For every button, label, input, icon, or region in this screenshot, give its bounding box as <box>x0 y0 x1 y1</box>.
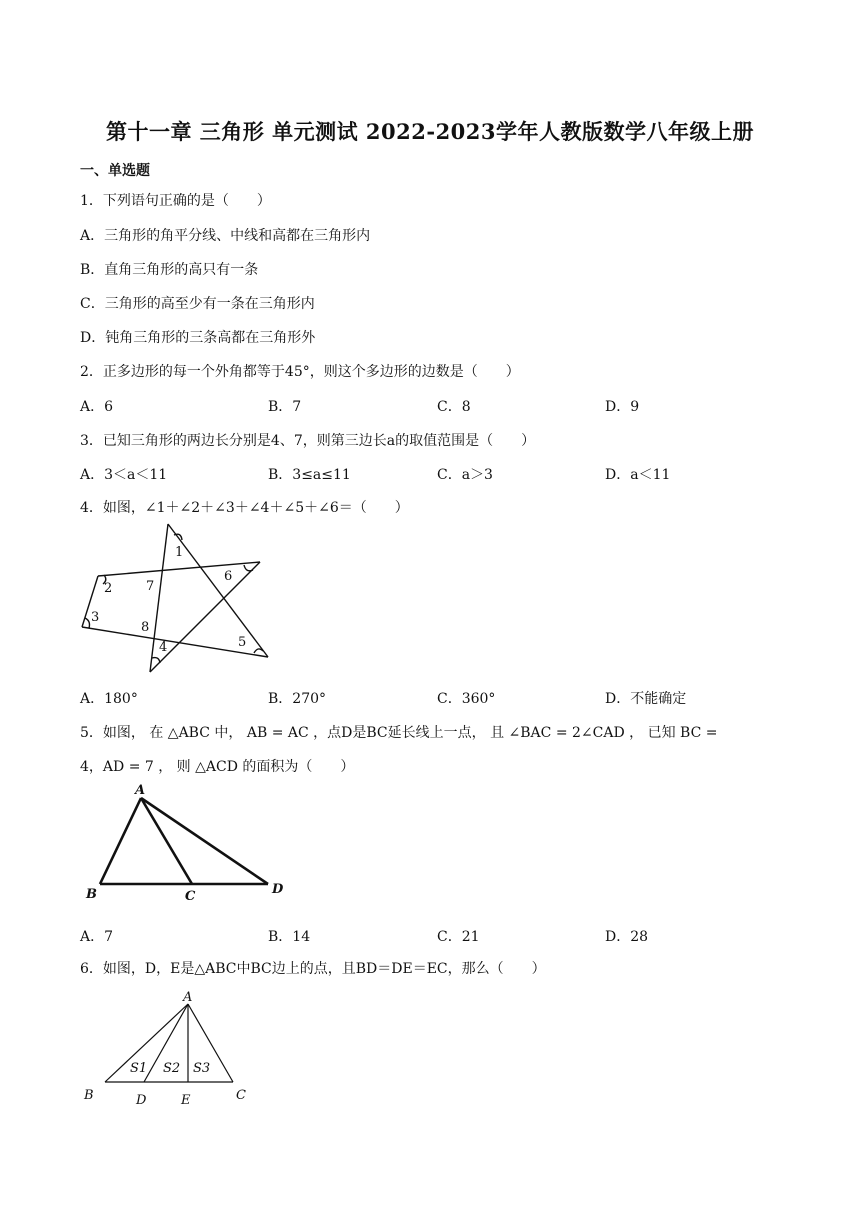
q5-side-ab <box>100 798 141 884</box>
q5-label-b: B <box>86 887 97 902</box>
q4-option-d: D．不能确定 <box>605 691 687 707</box>
q2-option-d: D．9 <box>605 399 640 415</box>
q4-label-1: 1 <box>175 545 184 560</box>
q5-stem-line1: 5．如图， 在 △ABC 中， AB = AC ，点D是BC延长线上一点， 且 ∠BAC = 2∠CAD ， 已知 BC = <box>80 725 718 741</box>
q2-option-a: A．6 <box>80 399 114 415</box>
q4-label-8: 8 <box>141 620 150 635</box>
q3-option-c: C．a＞3 <box>437 467 493 483</box>
q5-side-ad <box>141 798 268 884</box>
q6-stem: 6．如图，D，E是△ABC中BC边上的点，且BD＝DE＝EC，那么（ ） <box>80 961 546 977</box>
q4-label-5: 5 <box>238 635 247 650</box>
q5-option-a: A．7 <box>80 929 114 945</box>
q3-option-a: A．3＜a＜11 <box>80 467 168 483</box>
q6-figure <box>80 988 270 1112</box>
q3-option-b: B．3≤a≤11 <box>268 467 351 483</box>
q4-arc-6 <box>244 565 253 571</box>
q4-arc-5 <box>254 649 263 653</box>
q3-stem: 3．已知三角形的两边长分别是4、7，则第三边长a的取值范围是（ ） <box>80 433 536 449</box>
q5-stem-line2: 4，AD = 7 ， 则 △ACD 的面积为（ ） <box>80 759 355 775</box>
q5-figure <box>80 780 290 908</box>
q1-option-d: D．钝角三角形的三条高都在三角形外 <box>80 330 316 346</box>
page-title: 第十一章 三角形 单元测试 2022-2023学年人教版数学八年级上册 <box>105 119 755 144</box>
q5-label-a: A <box>135 783 146 798</box>
q6-label-s3: S3 <box>193 1061 211 1076</box>
q5-side-ac <box>141 798 192 884</box>
q4-arc-3 <box>85 618 90 628</box>
q6-label-d: D <box>136 1093 147 1108</box>
q4-label-2: 2 <box>104 581 113 596</box>
q4-figure <box>78 520 278 682</box>
q5-label-c: C <box>185 889 196 904</box>
q4-line-top <box>98 562 260 576</box>
q4-label-3: 3 <box>91 610 100 625</box>
section-heading: 一、单选题 <box>80 163 150 179</box>
q4-option-a: A．180° <box>80 691 138 707</box>
q6-label-a: A <box>183 990 193 1005</box>
q1-option-c: C．三角形的高至少有一条在三角形内 <box>80 296 315 312</box>
q1-option-a: A．三角形的角平分线、中线和高都在三角形内 <box>80 228 371 244</box>
q5-label-d: D <box>272 882 284 897</box>
q2-stem: 2．正多边形的每一个外角都等于45°，则这个多边形的边数是（ ） <box>80 364 520 380</box>
q1-stem: 1．下列语句正确的是（ ） <box>80 193 271 209</box>
q4-option-b: B．270° <box>268 691 327 707</box>
q6-label-b: B <box>84 1088 94 1103</box>
q2-option-b: B．7 <box>268 399 302 415</box>
q4-line-cross-c <box>150 562 260 672</box>
q2-option-c: C．8 <box>437 399 471 415</box>
q4-line-cross-b <box>168 524 268 657</box>
q4-label-7: 7 <box>146 579 155 594</box>
q6-label-e: E <box>181 1093 191 1108</box>
q3-option-d: D．a＜11 <box>605 467 671 483</box>
q4-arc-4 <box>152 658 160 663</box>
q5-option-b: B．14 <box>268 929 311 945</box>
q6-label-c: C <box>236 1088 246 1103</box>
q4-option-c: C．360° <box>437 691 496 707</box>
q4-label-4: 4 <box>159 640 168 655</box>
q4-label-6: 6 <box>224 569 233 584</box>
q6-label-s2: S2 <box>163 1061 181 1076</box>
q6-label-s1: S1 <box>130 1061 148 1076</box>
q4-stem: 4．如图，∠1＋∠2＋∠3＋∠4＋∠5＋∠6＝（ ） <box>80 500 409 516</box>
q5-option-d: D．28 <box>605 929 649 945</box>
q1-option-b: B．直角三角形的高只有一条 <box>80 262 259 278</box>
q5-option-c: C．21 <box>437 929 480 945</box>
